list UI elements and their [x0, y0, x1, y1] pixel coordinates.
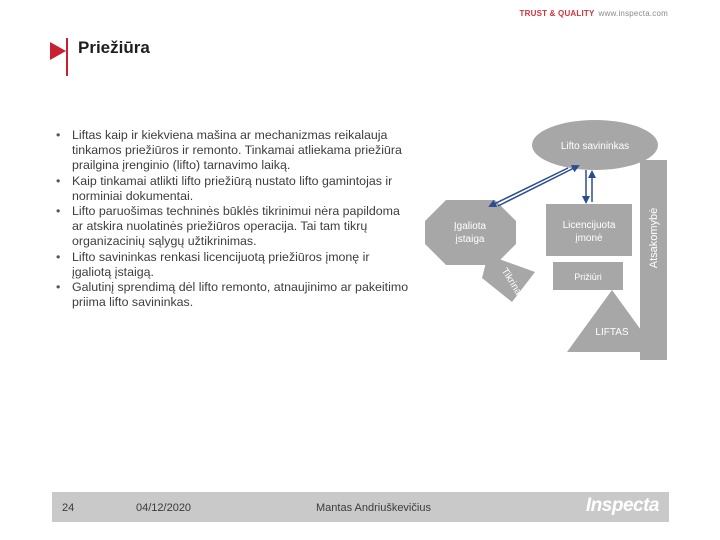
authorized-label-line1: Įgaliota	[453, 221, 487, 232]
maintains-label: Prižiūri	[574, 272, 602, 282]
company-label-line2: įmonė	[575, 233, 603, 244]
authorized-body-node	[425, 200, 516, 265]
owner-label: Lifto savininkas	[560, 141, 630, 152]
lift-label: LIFTAS	[595, 327, 629, 338]
arrow-authorized-to-owner	[498, 166, 578, 206]
bullet-item: • Lifto paruošimas techninės būklės tikrinimui nėra papildoma ar atskira nuolatinės priežiūros operacija. Tai tam tikrų organizacinių sąlygų užtikrinimas.	[56, 204, 412, 250]
brand-tagline: TRUST & QUALITY	[519, 9, 595, 18]
bullet-item: • Kaip tinkamai atlikti lifto priežiūrą nustato lifto gamintojas ir norminiai dokumentai.	[56, 174, 412, 204]
company-label-line1: Licencijuota	[562, 220, 616, 231]
bullet-item: • Lifto savininkas renkasi licencijuotą priežiūros įmonę ir įgaliotą įstaigą.	[56, 250, 412, 280]
responsibility-label: Atsakomybė	[648, 207, 660, 269]
bullet-item: • Liftas kaip ir kiekviena mašina ar mechanizmas reikalauja tinkamos priežiūros ir remonto. Tinkamai atliekama priežiūra prailgina įrenginio (lifto) tarnavimo laiką.	[56, 128, 412, 174]
footer-author: Mantas Andriuškevičius	[316, 502, 431, 514]
arrow-owner-to-authorized	[490, 168, 568, 206]
page-number: 24	[62, 502, 75, 514]
footer-date: 04/12/2020	[136, 502, 192, 514]
inspecta-logo: Inspecta	[585, 495, 659, 516]
page-title: Priežiūra	[78, 38, 150, 57]
bullet-item: • Galutinį sprendimą dėl lifto remonto, atnaujinimo ar pakeitimo priima lifto savininkas.	[56, 280, 412, 310]
footer-bar	[52, 492, 669, 522]
brand-url: www.inspecta.com	[598, 9, 668, 18]
checks-label: Tikrina	[498, 266, 524, 298]
authorized-label-line2: įstaiga	[455, 234, 485, 245]
